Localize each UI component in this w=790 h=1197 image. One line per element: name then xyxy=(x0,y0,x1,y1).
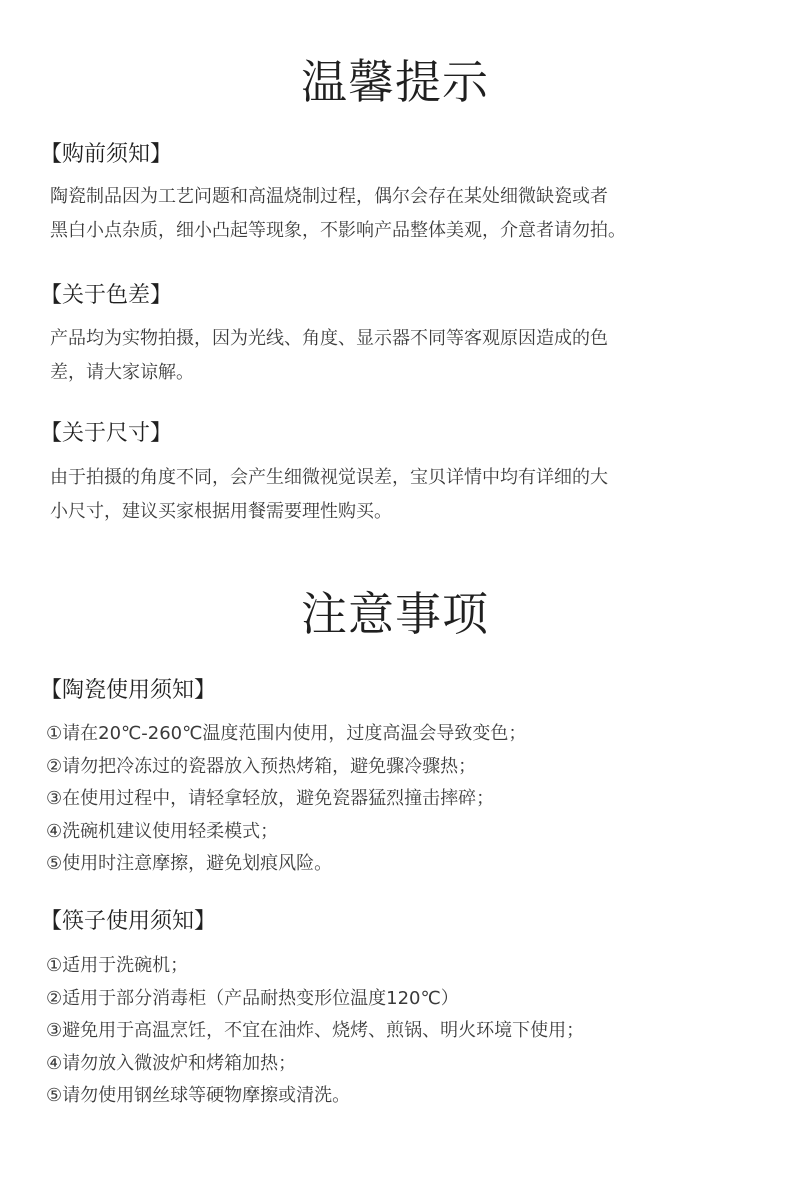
chopsticks-heading: 【筷子使用须知】 xyxy=(40,909,217,934)
size-line-1: 由于拍摄的角度不同，会产生细微视觉误差，宝贝详情中均有详细的大 xyxy=(50,467,608,488)
tips-title: 温馨提示 xyxy=(301,55,489,109)
size-paragraph xyxy=(50,461,755,529)
list-item: ④请勿放入微波炉和烤箱加热； xyxy=(46,1052,297,1074)
purchase-paragraph xyxy=(50,180,755,248)
list-item: ④洗碗机建议使用轻柔模式； xyxy=(46,820,279,842)
purchase-heading: 【购前须知】 xyxy=(40,142,173,167)
chopsticks-list xyxy=(46,950,584,1113)
ceramic-heading: 【陶瓷使用须知】 xyxy=(40,678,217,703)
color-paragraph xyxy=(50,322,755,390)
size-heading: 【关于尺寸】 xyxy=(40,421,173,446)
color-heading: 【关于色差】 xyxy=(40,283,173,308)
purchase-line-1: 陶瓷制品因为工艺问题和高温烧制过程，偶尔会存在某处细微缺瓷或者 xyxy=(50,186,608,207)
ceramic-list xyxy=(46,718,526,881)
list-item: ①适用于洗碗机； xyxy=(46,955,189,976)
list-item: ②请勿把冷冻过的瓷器放入预热烤箱，避免骤冷骤热； xyxy=(46,755,477,777)
list-item: ①请在20℃-260℃温度范围内使用，过度高温会导致变色； xyxy=(46,723,527,744)
purchase-line-2: 黑白小点杂质，细小凸起等现象，不影响产品整体美观，介意者请勿拍。 xyxy=(50,220,626,241)
notes-title: 注意事项 xyxy=(301,587,489,641)
list-item: ③避免用于高温烹饪，不宜在油炸、烧烤、煎锅、明火环境下使用； xyxy=(46,1020,585,1041)
color-line-1: 产品均为实物拍摄，因为光线、角度、显示器不同等客观原因造成的色 xyxy=(50,328,608,349)
list-item: ⑤请勿使用钢丝球等硬物摩擦或清洗。 xyxy=(46,1085,351,1106)
color-line-2: 差，请大家谅解。 xyxy=(50,362,194,383)
list-item: ⑤使用时注意摩擦，避免划痕风险。 xyxy=(46,853,333,874)
size-line-2: 小尺寸，建议买家根据用餐需要理性购买。 xyxy=(50,501,392,522)
list-item: ③在使用过程中，请轻拿轻放，避免瓷器猛烈撞击摔碎； xyxy=(46,788,495,809)
list-item: ②适用于部分消毒柜（产品耐热变形位温度120℃） xyxy=(46,987,459,1009)
